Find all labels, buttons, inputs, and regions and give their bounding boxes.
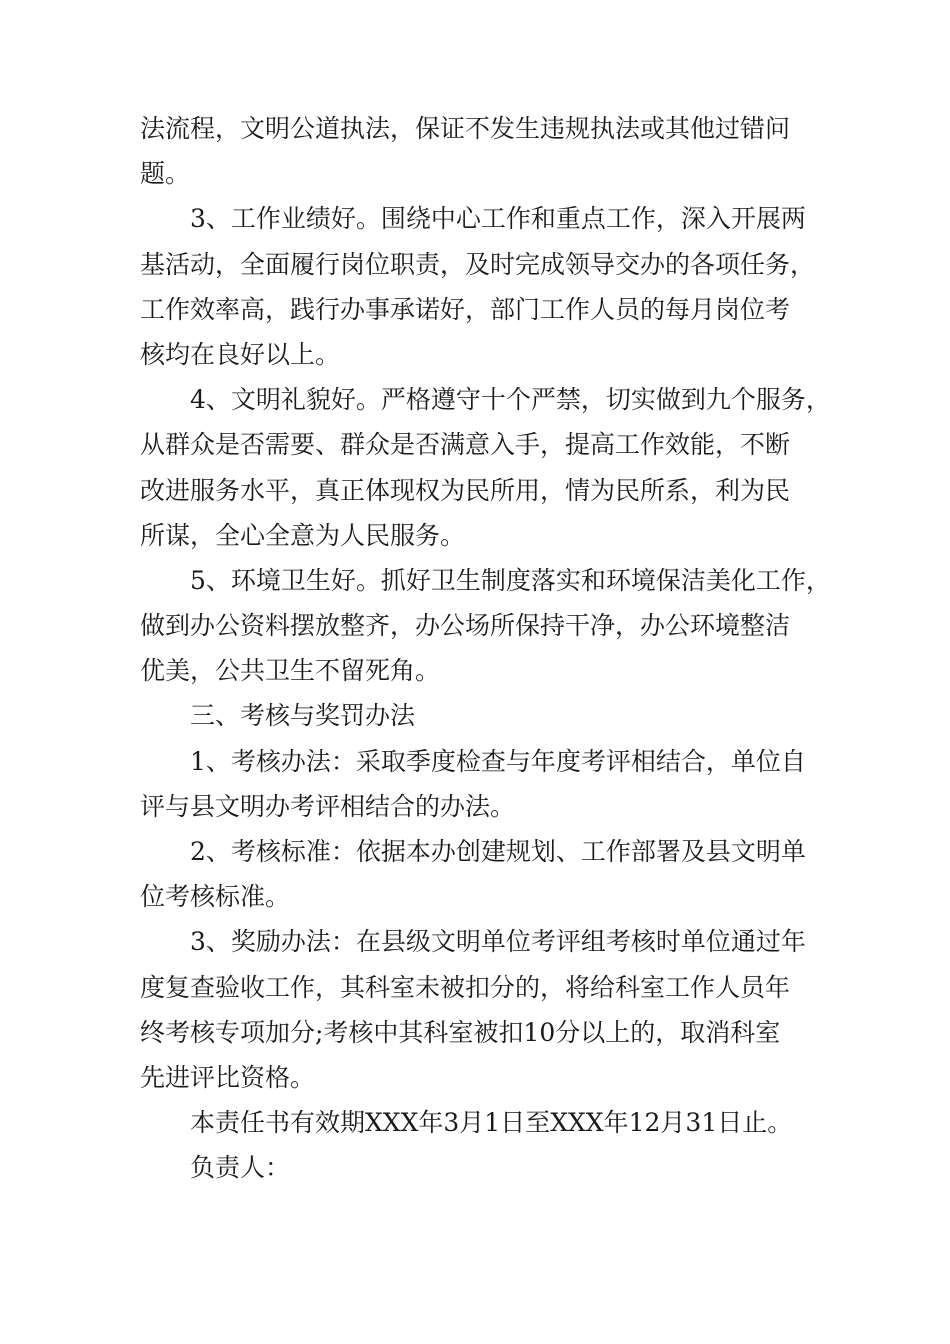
text-line: 法流程，文明公道执法，保证不发生违规执法或其他过错问 [140, 114, 791, 143]
paragraph-assessment-standard: 2、考核标准：依据本办创建规划、工作部署及县文明单 [190, 837, 806, 866]
text-line: 所谋，全心全意为人民服务。 [140, 520, 466, 550]
text-line: 题。 [140, 159, 191, 189]
text-line: 基活动，全面履行岗位职责，及时完成领导交办的各项任务， [140, 249, 816, 279]
validity-period: 本责任书有效期XXX年3月1日至XXX年12月31日止。 [190, 1108, 793, 1138]
text-line: 核均在良好以上。 [140, 339, 341, 369]
text-line: 工作效率高，践行办事承诺好，部门工作人员的每月岗位考 [140, 294, 791, 324]
text-line: 从群众是否需要、群众是否满意入手，提高工作效能，不断 [140, 430, 791, 460]
paragraph-item-3-work-performance: 3、工作业绩好。围绕中心工作和重点工作，深入开展两 [190, 204, 806, 234]
text-line: 评与县文明办考评相结合的办法。 [140, 791, 516, 821]
text-line: 做到办公资料摆放整齐，办公场所保持干净，办公环境整洁 [140, 611, 791, 641]
paragraph-assessment-method: 1、考核办法：采取季度检查与年度考评相结合，单位自 [190, 746, 806, 776]
document-body [140, 106, 830, 1191]
paragraph-reward-method: 3、奖励办法：在县级文明单位考评组考核时单位通过年 [190, 927, 806, 957]
text-line: 终考核专项加分;考核中其科室被扣10分以上的，取消科室 [140, 1017, 781, 1047]
text-line: 优美，公共卫生不留死角。 [140, 656, 441, 686]
paragraph-item-4-civility: 4、文明礼貌好。严格遵守十个严禁，切实做到九个服务， [190, 385, 831, 415]
paragraph-item-5-environment: 5、环境卫生好。抓好卫生制度落实和环境保洁美化工作， [190, 565, 831, 595]
responsible-person-label: 负责人： [190, 1153, 291, 1183]
text-line: 先进评比资格。 [140, 1062, 316, 1092]
text-line: 改进服务水平，真正体现权为民所用，情为民所系，利为民 [140, 475, 791, 505]
section-heading-assessment: 三、考核与奖罚办法 [190, 701, 416, 731]
text-line: 位考核标准。 [140, 882, 291, 912]
text-line: 度复查验收工作，其科室未被扣分的，将给科室工作人员年 [140, 972, 791, 1002]
